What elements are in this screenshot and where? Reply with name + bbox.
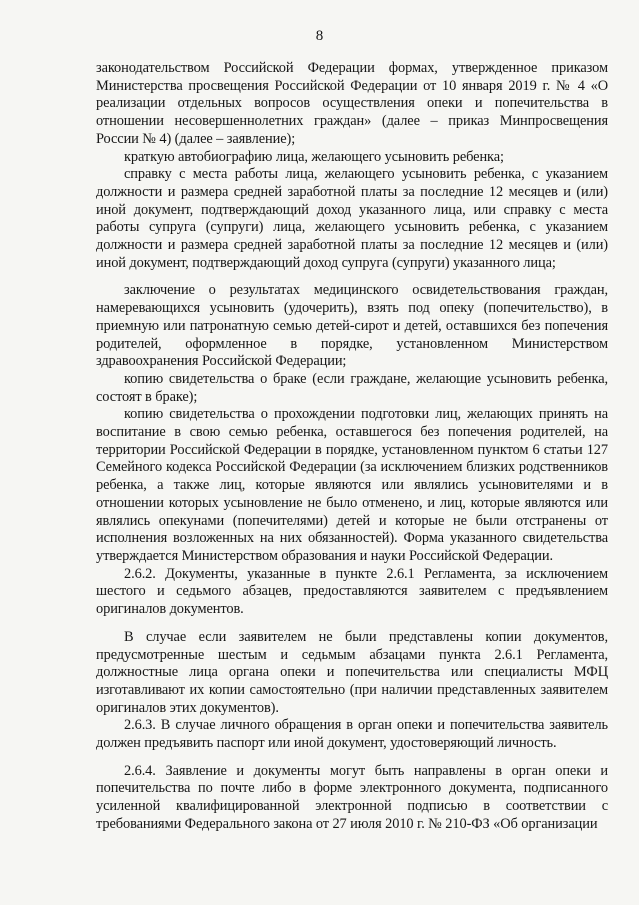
paragraph: 2.6.2. Документы, указанные в пункте 2.6.1 Регламента, за исключением шестого и седьмого абзацев, предоставляются заявителем с предъявлением оригиналов документов.: [96, 565, 608, 618]
paragraph: В случае если заявителем не были представлены копии документов, предусмотренные шестым и седьмым абзацами пункта 2.6.1 Регламента, должностные лица органа опеки и попечительства или специалисты МФЦ изготавливают их копии самостоятельно (при наличии представленных заявителем оригиналов этих документов).: [96, 628, 608, 716]
paragraph: справку с места работы лица, желающего усыновить ребенка, с указанием должности и размера средней заработной платы за последние 12 месяцев и (или) иной документ, подтверждающий доход указанного лица, или справку с места работы супруга (супруги) лица, желающего усыновить ребенка, с указанием должности и размера средней заработной платы за последние 12 месяцев и (или) иной документ, подтверждающий доход супруга (супруги) указанного лица;: [96, 166, 608, 271]
paragraph: заключение о результатах медицинского освидетельствования граждан, намеревающихся усыновить (удочерить), взять под опеку (попечительство), в приемную или патронатную семью детей-сирот и детей, оставшихся без попечения родителей, оформленное в порядке, установленном Министерством здравоохранения Российской Федерации;: [96, 282, 608, 370]
paragraph: краткую автобиографию лица, желающего усыновить ребенка;: [124, 148, 504, 165]
paragraph: 2.6.3. В случае личного обращения в орган опеки и попечительства заявитель должен предъявить паспорт или иной документ, удостоверяющий личность.: [96, 717, 608, 752]
paragraph: законодательством Российской Федерации формах, утвержденное приказом Министерства просвещения Российской Федерации от 10 января 2019 г. № 4 «О реализации отдельных вопросов осуществления опеки и попечительства в отношении несовершеннолетних граждан» (далее – приказ Минпросвещения России № 4) (далее – заявление);: [96, 60, 608, 147]
paragraph: 2.6.4. Заявление и документы могут быть направлены в орган опеки и попечительства по почте либо в форме электронного документа, подписанного усиленной квалифицированной электронной подписью в соответствии с требованиями Федерального закона от 27 июля 2010 г. № 210-ФЗ «Об организации: [96, 762, 608, 832]
paragraph: копию свидетельства о прохождении подготовки лиц, желающих принять на воспитание в свою семью ребенка, оставшегося без попечения родителей, на территории Российской Федерации в порядке, установленном пунктом 6 статьи 127 Семейного кодекса Российской Федерации (за исключением близких родственников ребенка, а также лиц, которые являются или являлись усыновителями и в отношении которых усыновление не было отменено, и лиц, которые являются или являлись опекунами (попечителями) детей и которые не были отстранены от исполнения возложенных на них обязанностей). Форма указанного свидетельства утверждается Министерством образования и науки Российской Федерации.: [96, 406, 608, 564]
paragraph: копию свидетельства о браке (если граждане, желающие усыновить ребенка, состоят в браке);: [96, 370, 608, 405]
document-body: [96, 60, 608, 834]
page-number: 8: [315, 28, 324, 44]
